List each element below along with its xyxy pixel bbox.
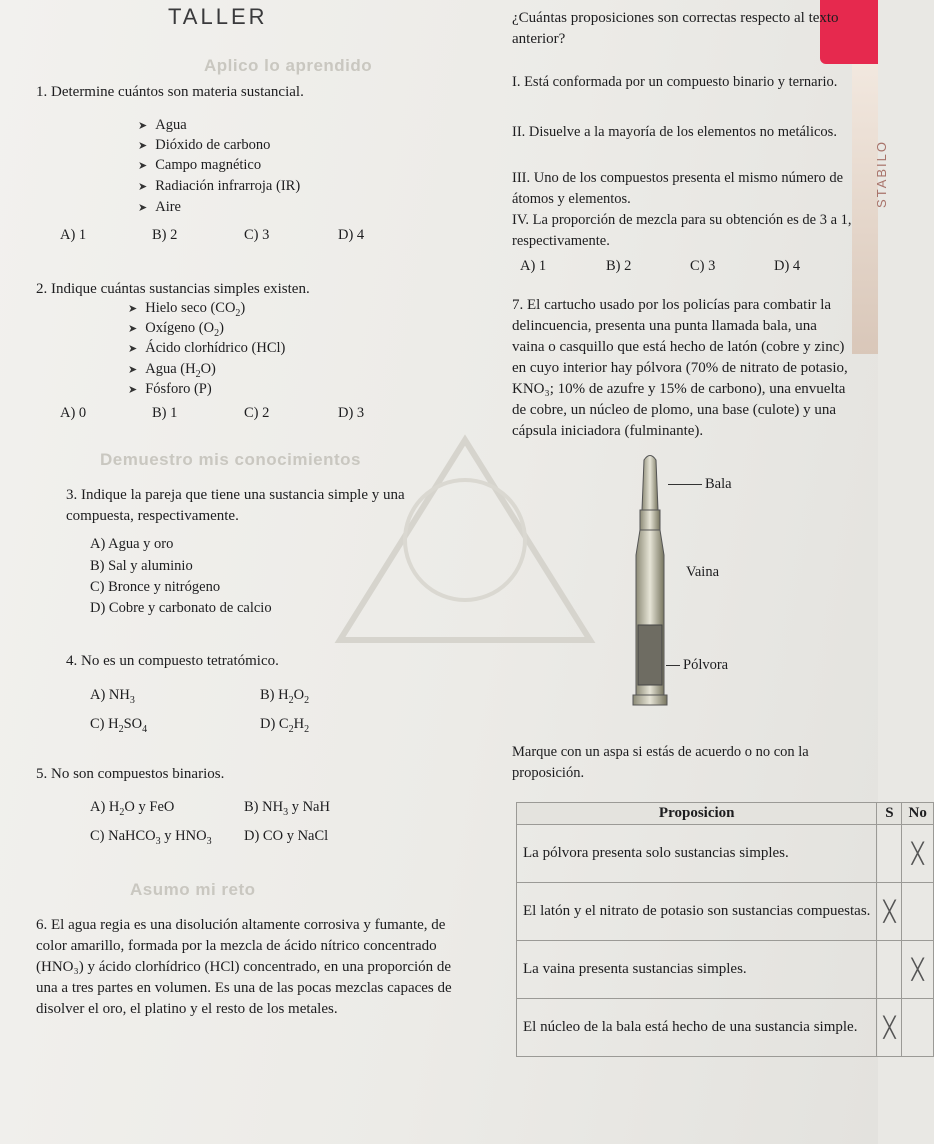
q3-option-b: B) Sal y aluminio bbox=[90, 558, 193, 574]
right-option-c: C) 3 bbox=[690, 258, 716, 274]
section-demuestro: Demuestro mis conocimientos bbox=[100, 450, 362, 469]
mark-si[interactable]: ╳ bbox=[877, 999, 902, 1057]
question-4: 4. No es un compuesto tetratómico. bbox=[66, 653, 279, 669]
mark-si[interactable] bbox=[877, 825, 902, 883]
q3-option-c: C) Bronce y nitrógeno bbox=[90, 579, 221, 595]
watermark-logo bbox=[330, 430, 600, 650]
proposition-2: II. Disuelve a la mayoría de los elementos no metálicos. bbox=[512, 124, 837, 140]
section-asumo: Asumo mi reto bbox=[130, 880, 256, 899]
proposition-1: I. Está conformada por un compuesto binario y ternario. bbox=[512, 74, 838, 90]
q1-item: ➤ Radiación infrarroja (IR) bbox=[138, 178, 300, 195]
q2-option-c: C) 2 bbox=[244, 405, 270, 421]
mark-no[interactable]: ╳ bbox=[902, 941, 933, 999]
bullet-cartridge-illustration bbox=[630, 455, 670, 715]
q2-item: ➤ Fósforo (P) bbox=[128, 381, 212, 398]
right-intro: ¿Cuántas proposiciones son correctas respecto al texto anterior? bbox=[512, 10, 839, 47]
mark-no[interactable] bbox=[902, 883, 933, 941]
q4-option-a: A) $NH_3$ bbox=[90, 687, 135, 706]
table-row bbox=[517, 999, 934, 1057]
q4-option-c: C) $H_2SO_4$ bbox=[90, 716, 148, 735]
q5-option-b: B) $NH_3$ y NaH bbox=[244, 799, 330, 818]
question-5: 5. No son compuestos binarios. bbox=[36, 766, 225, 782]
proposition-4: IV. La proporción de mezcla para su obtención es de 3 a 1, respectivamente. bbox=[512, 212, 852, 249]
q2-item: ➤ Ácido clorhídrico (HCl) bbox=[128, 340, 285, 357]
highlighter-edge bbox=[852, 64, 878, 354]
label-bala: Bala bbox=[705, 476, 732, 492]
proposition-text: El latón y el nitrato de potasio son sustancias compuestas. bbox=[517, 883, 877, 941]
section-aplico: Aplico lo aprendido bbox=[204, 56, 373, 75]
q3-option-a: A) Agua y oro bbox=[90, 536, 174, 552]
right-option-b: B) 2 bbox=[606, 258, 632, 274]
q2-option-a: A) 0 bbox=[60, 405, 87, 421]
label-line-polvora bbox=[666, 665, 680, 666]
q2-item: ➤ Agua $(H_2O)$ bbox=[128, 361, 216, 380]
proposition-text: El núcleo de la bala está hecho de una sustancia simple. bbox=[517, 999, 877, 1057]
q2-option-d: D) 3 bbox=[338, 405, 365, 421]
q1-item: ➤ Aire bbox=[138, 199, 181, 216]
table-row bbox=[517, 941, 934, 999]
q1-item: ➤ Campo magnético bbox=[138, 157, 261, 174]
q1-option-d: D) 4 bbox=[338, 227, 365, 243]
q1-item: ➤ Dióxido de carbono bbox=[138, 137, 270, 154]
mark-si[interactable] bbox=[877, 941, 902, 999]
proposition-text: La vaina presenta sustancias simples. bbox=[517, 941, 877, 999]
q1-item: ➤ Agua bbox=[138, 117, 187, 134]
question-1: 1. Determine cuántos son materia sustancial. bbox=[36, 84, 304, 100]
proposition-3: III. Uno de los compuestos presenta el mismo número de átomos y elementos. bbox=[512, 170, 844, 207]
q3-option-d: D) Cobre y carbonato de calcio bbox=[90, 600, 272, 616]
page-title: TALLER bbox=[168, 4, 268, 29]
label-line-bala bbox=[668, 484, 702, 485]
mark-no[interactable] bbox=[902, 999, 933, 1057]
mark-no[interactable]: ╳ bbox=[902, 825, 933, 883]
right-option-a: A) 1 bbox=[520, 258, 547, 274]
col-proposicion: Proposicion bbox=[517, 803, 877, 825]
q4-option-d: D) $C_2H_2$ bbox=[260, 716, 310, 735]
table-row bbox=[517, 825, 934, 883]
question-3: 3. Indique la pareja que tiene una sustancia simple y una compuesta, respectivamente. bbox=[66, 487, 405, 524]
q1-option-b: B) 2 bbox=[152, 227, 178, 243]
proposition-text: La pólvora presenta solo sustancias simples. bbox=[517, 825, 877, 883]
label-polvora: Pólvora bbox=[683, 657, 729, 673]
question-6: 6. El agua regia es una disolución altamente corrosiva y fumante, de color amarillo, formada por la mezcla de ácido nítrico concentrado (HNO₃) y ácido clorhídrico (HCl) concentrado, en una proporción de una a tres partes en volumen. Es una de las pocas mezclas capaces de disolver el oro, el platino y el resto de los metales. bbox=[36, 917, 452, 1017]
q5-option-d: D) CO y NaCl bbox=[244, 828, 329, 844]
propositions-table bbox=[516, 802, 934, 1057]
highlighter-brand: STABILO bbox=[874, 140, 889, 208]
table-row bbox=[517, 883, 934, 941]
table-instruction: Marque con un aspa si estás de acuerdo o no con la proposición. bbox=[512, 744, 809, 781]
col-si: S bbox=[877, 803, 902, 825]
q5-option-a: A) $H_2O$ y FeO bbox=[90, 799, 175, 818]
right-option-d: D) 4 bbox=[774, 258, 801, 274]
question-7: 7. El cartucho usado por los policías para combatir la delincuencia, presenta una punta llamada bala, una vaina o casquillo que está hecho de latón (cobre y zinc) en cuyo interior hay pólvora (70% de nitrato de potasio, KNO₃; 10% de azufre y 15% de carbono), una envuelta de cobre, un núcleo de plomo, una base (culote) y una cápsula iniciadora (fulminante). bbox=[512, 297, 848, 439]
q4-option-b: B) $H_2O_2$ bbox=[260, 687, 310, 706]
q2-option-b: B) 1 bbox=[152, 405, 178, 421]
q5-option-c: C) NaHCO$_3$ y $HNO_3$ bbox=[90, 828, 212, 847]
q2-item: ➤ Hielo seco $(CO_2)$ bbox=[128, 300, 245, 319]
q2-item: ➤ Oxígeno $(O_2)$ bbox=[128, 320, 224, 339]
label-vaina: Vaina bbox=[686, 564, 720, 580]
col-no: No bbox=[902, 803, 933, 825]
question-2: 2. Indique cuántas sustancias simples existen. bbox=[36, 281, 310, 297]
q1-option-c: C) 3 bbox=[244, 227, 270, 243]
mark-si[interactable]: ╳ bbox=[877, 883, 902, 941]
q1-option-a: A) 1 bbox=[60, 227, 87, 243]
